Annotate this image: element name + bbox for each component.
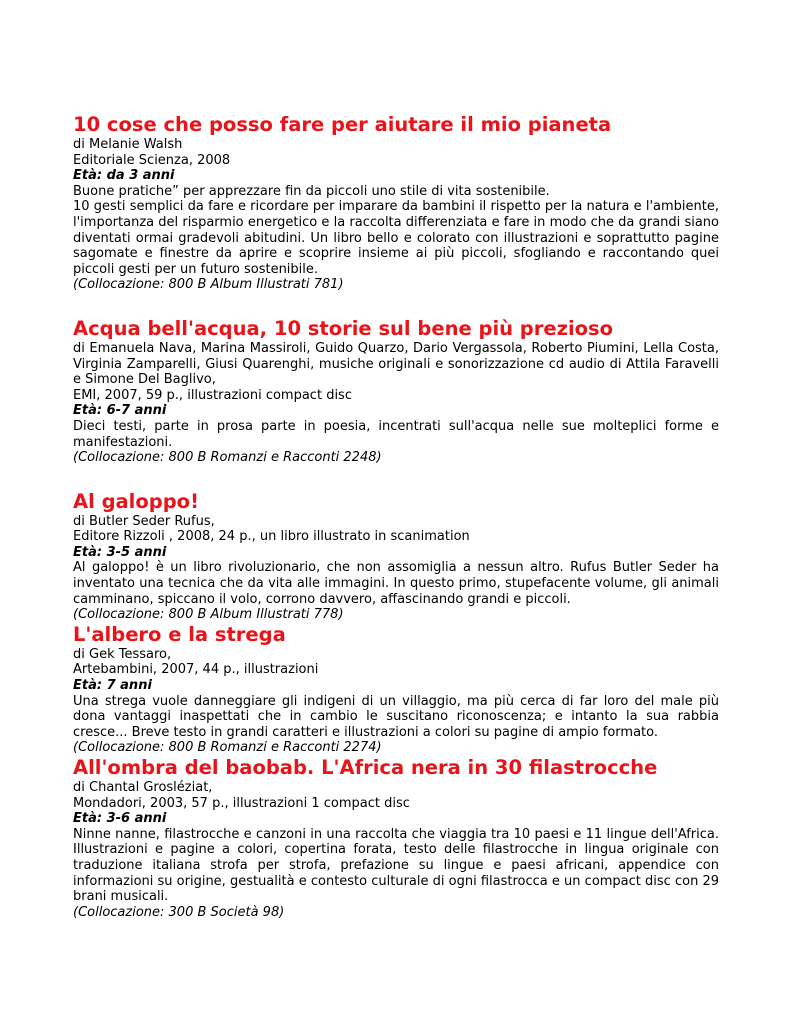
book-title: Al galoppo! bbox=[73, 489, 199, 513]
book-title: Acqua bell'acqua, 10 storie sul bene più prezioso bbox=[73, 316, 614, 340]
book-publisher: Artebambini, 2007, 44 p., illustrazioni bbox=[73, 662, 319, 678]
book-entry bbox=[73, 490, 719, 623]
book-location: (Collocazione: 800 B Romanzi e Racconti 2274) bbox=[73, 740, 382, 756]
book-publisher: Editore Rizzoli , 2008, 24 p., un libro illustrato in scanimation bbox=[73, 529, 470, 545]
book-author: di Melanie Walsh bbox=[73, 137, 183, 152]
book-description: Al galoppo! è un libro rivoluzionario, che non assomiglia a nessun altro. Rufus Butler Seder ha inventato una tecnica che da vita alle immagini. In questo primo, stupefacente volume, gli animali camminano, spiccano il volo, corrono davvero, affascinando grandi e piccoli. bbox=[73, 560, 719, 607]
book-location: (Collocazione: 800 B Album Illustrati 778) bbox=[73, 607, 344, 623]
book-description: Una strega vuole danneggiare gli indigeni di un villaggio, ma più cerca di far loro del male più dona vantaggi inaspettati che in cambio le suscitano riconoscenza; e intanto la sua rabbia cresce... Breve testo in grandi caratteri e illustrazioni a colori su pagine di ampio formato. bbox=[73, 693, 719, 740]
book-title: L'albero e la strega bbox=[73, 622, 286, 646]
book-age: Età: 7 anni bbox=[73, 678, 152, 694]
book-age: Età: 3-6 anni bbox=[73, 811, 167, 827]
book-title: 10 cose che posso fare per aiutare il mio pianeta bbox=[73, 113, 612, 136]
book-age: Età: da 3 anni bbox=[73, 168, 175, 184]
book-location: (Collocazione: 800 B Romanzi e Racconti 2248) bbox=[73, 450, 382, 466]
book-publisher: EMI, 2007, 59 p., illustrazioni compact disc bbox=[73, 387, 352, 403]
book-author: di Emanuela Nava, Marina Massiroli, Guido Quarzo, Dario Vergassola, Roberto Piumini, Lella Costa, Virginia Zamparelli, Giusi Quarenghi, musiche originali e sonorizzazione cd audio di Attila Faravelli e Simone Del Baglivo, bbox=[73, 340, 719, 388]
book-author: di Chantal Grosléziat, bbox=[73, 780, 213, 795]
book-title: All'ombra del baobab. L'Africa nera in 30 filastrocche bbox=[73, 756, 658, 779]
book-description: Ninne nanne, filastrocche e canzoni in una raccolta che viaggia tra 10 paesi e 11 lingue dell'Africa. Illustrazioni e pagine a colori, copertina forata, testo delle filastrocche in lingua originale con traduzione italiana strofa per strofa, prefazione su lingue e paesi africani, appendice con informazioni su origine, gestualità e contesto culturale di ogni filastrocca e un compact disc con 29 brani musicali. bbox=[73, 826, 719, 905]
book-location: (Collocazione: 300 B Società 98) bbox=[73, 904, 285, 920]
book-description: Dieci testi, parte in prosa parte in poesia, incentrati sull'acqua nelle sue molteplici forme e manifestazioni. bbox=[73, 418, 719, 450]
book-description: Buone pratiche” per apprezzare fin da piccoli uno stile di vita sostenibile. bbox=[73, 183, 550, 199]
book-author: di Gek Tessaro, bbox=[73, 646, 172, 662]
book-entry bbox=[73, 623, 719, 756]
book-publisher: Editoriale Scienza, 2008 bbox=[73, 152, 231, 168]
book-entry bbox=[73, 113, 719, 293]
book-publisher: Mondadori, 2003, 57 p., illustrazioni 1 compact disc bbox=[73, 795, 410, 811]
book-age: Età: 6-7 anni bbox=[73, 403, 167, 419]
book-entry bbox=[73, 756, 719, 920]
book-age: Età: 3-5 anni bbox=[73, 544, 167, 560]
book-location: (Collocazione: 800 B Album Illustrati 781) bbox=[73, 277, 344, 293]
book-entry bbox=[73, 317, 719, 466]
book-author: di Butler Seder Rufus, bbox=[73, 513, 215, 529]
book-description: 10 gesti semplici da fare e ricordare per imparare da bambini il rispetto per la natura e l'ambiente, l'importanza del risparmio energetico e la raccolta differenziata e fare in modo che da grandi siano diventati ormai gradevoli abitudini. Un libro bello e colorato con illustrazioni e soprattutto pagine sagomate e finestre da aprire e scoprire insieme ai più piccoli, sfogliando e raccontando quei piccoli gesti per un futuro sostenibile. bbox=[73, 199, 719, 277]
document-page bbox=[73, 113, 719, 920]
